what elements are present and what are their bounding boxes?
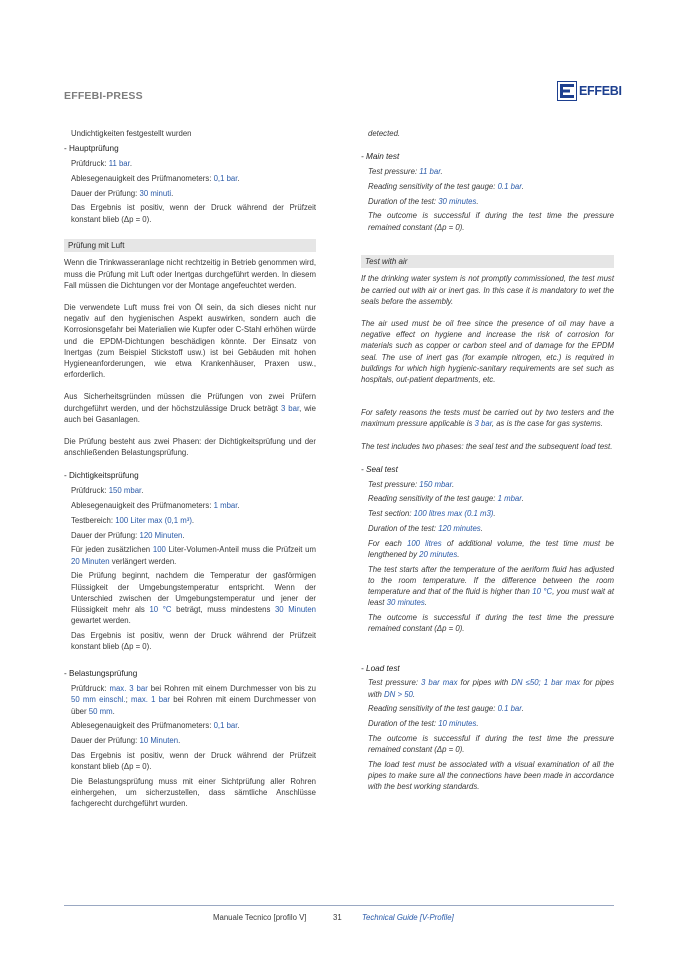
seal-test-title: - Seal test — [361, 464, 398, 474]
main-test-pressure: Prüfdruck: 11 bar. — [71, 159, 132, 168]
load-test-outcome: The outcome is successful if during the test time the pressure remained constant (Δp = 0). — [368, 733, 614, 755]
effebi-logo-icon — [557, 81, 577, 101]
seal-test-reading: Ablesegenauigkeit des Prüfmanometers: 1 mbar. — [71, 500, 240, 510]
air-paragraph-4: The test includes two phases: the seal test and the subsequent load test. — [361, 441, 613, 451]
main-test-reading: Reading sensitivity of the test gauge: 0.1 bar. — [368, 181, 524, 191]
footer-guide-title: Technical Guide [V-Profile] — [362, 913, 454, 922]
seal-test-reading: Reading sensitivity of the test gauge: 1 mbar. — [368, 494, 524, 504]
seal-test-title: - Dichtigkeitsprüfung — [64, 471, 139, 481]
air-paragraph-1: Wenn die Trinkwasseranlage nicht rechtzeitig in Betrieb genommen wird, muss die Prüfung mit Luft oder Inertgas durchgeführt werden. In diesem Fall müssen die Dichtungen vor der Montage angefeuchtet werden. — [64, 258, 316, 290]
seal-test-duration: Dauer der Prüfung: 120 Minuten. — [71, 530, 185, 540]
seal-test-extra: Für jeden zusätzlichen 100 Liter-Volumen-Anteil muss die Prüfzeit um 20 Minuten verlängert werden. — [71, 545, 316, 566]
seal-test-start: Die Prüfung beginnt, nachdem die Temperatur der gasförmigen Flüssigkeit der Umgebungstemperatur entspricht. Wenn der Unterschied zwischen der Umgebungstemperatur und jener der Flüssigkeit mehr als 10 °C beträgt, muss mindestens 30 Minuten gewartet werden. — [71, 571, 317, 626]
air-paragraph-1: If the drinking water system is not promptly commissioned, the test must be carried out with air or inert gas. In this case it is mandatory to wet the seals before the assembly. — [361, 274, 614, 306]
load-test-title: - Belastungsprüfung — [64, 669, 138, 679]
seal-test-pressure: Test pressure: 150 mbar. — [368, 479, 455, 489]
seal-test-duration: Duration of the test: 120 minutes. — [368, 523, 483, 533]
air-section-title: Prüfung mit Luft — [64, 239, 316, 253]
load-test-duration: Duration of the test: 10 minutes. — [368, 719, 479, 729]
seal-test-outcome: The outcome is successful if during the test time the pressure remained constant (Δp = 0). — [368, 613, 614, 634]
load-test-duration: Dauer der Prüfung: 10 Minuten. — [71, 736, 181, 746]
load-test-pressure: Prüfdruck: max. 3 bar bei Rohren mit einem Durchmesser von bis zu 50 mm einschl.; max. 1 bar bei Rohren mit einem Durchmesser von über 50 mm. — [71, 684, 316, 716]
load-test-reading: Ablesegenauigkeit des Prüfmanometers: 0,1 bar. — [71, 721, 240, 731]
air-paragraph-3: Aus Sicherheitsgründen müssen die Prüfungen von zwei Prüfern durchgeführt werden, und der höchstzulässige Druck beträgt 3 bar, wie auch bei Gasanlagen. — [64, 392, 316, 424]
footer-divider — [64, 905, 614, 906]
air-paragraph-3: For safety reasons the tests must be carried out by two testers and the maximum pressure applicable is 3 bar, as is the case for gas systems. — [361, 408, 614, 429]
effebi-logo — [557, 81, 622, 101]
main-test-duration: Dauer der Prüfung: 30 minuti. — [71, 188, 174, 198]
page-number: 31 — [333, 913, 342, 922]
main-test-title: - Hauptprüfung — [64, 144, 119, 154]
intro-text: detected. — [368, 129, 401, 138]
load-test-reading: Reading sensitivity of the test gauge: 0.1 bar. — [368, 704, 524, 714]
load-test-pressure: Test pressure: 3 bar max for pipes with DN ≤50; 1 bar max for pipes with DN > 50. — [368, 678, 615, 699]
air-paragraph-2: Die verwendete Luft muss frei von Öl sein, da sich dieses nicht nur negativ auf den hygienischen Aspekt auswirken, sondern auch die Korrosionsgefahr bei Materialien wie Kupfer oder C-Stahl erhöhen würde und die EPDM-Dichtungen beschädigen könnte. Der Einsatz von Inertgas (zum Beispiel Stickstoff usw.) ist bei Gebäuden mit hohen Hygieneanforderungen, wie etwa Krankenhäuser, Praxen usw., erforderlich. — [64, 302, 316, 380]
seal-test-range: Test section: 100 litres max (0.1 m3). — [368, 509, 496, 519]
footer-manual-title: Manuale Tecnico [profilo V] — [213, 913, 307, 922]
english-column — [361, 128, 614, 793]
main-test-outcome: The outcome is successful if during the test time the pressure remained constant (Δp = 0). — [368, 211, 614, 232]
air-paragraph-4: Die Prüfung besteht aus zwei Phasen: der Dichtigkeitsprüfung und der anschließenden Belastungsprüfung. — [64, 436, 316, 458]
german-column — [64, 128, 316, 810]
main-test-duration: Duration of the test: 30 minutes. — [368, 196, 479, 206]
air-paragraph-2: The air used must be oil free since the presence of oil may have a negative effect on hygiene and increase the risk of corrosion for materials such as copper or carbon steel and of damage for the EPDM seal. The use of inert gas (for example nitrogen, etc.) is required in buildings for which high hygienic-sanitary requirements are set such as hospitals, out-patient departments, etc. — [361, 318, 614, 384]
seal-test-pressure: Prüfdruck: 150 mbar. — [71, 486, 144, 496]
main-test-pressure: Test pressure: 11 bar. — [368, 167, 443, 176]
logo-text: EFFEBI — [579, 84, 622, 98]
air-section-title: Test with air — [361, 255, 614, 269]
seal-test-outcome: Das Ergebnis ist positiv, wenn der Druck während der Prüfzeit konstant blieb (Δp = 0). — [71, 630, 316, 652]
load-test-outcome: Das Ergebnis ist positiv, wenn der Druck während der Prüfzeit konstant blieb (Δp = 0). — [71, 750, 316, 772]
load-test-title: - Load test — [361, 663, 400, 673]
load-test-visual: The load test must be associated with a visual examination of all the pipes to make sure all the connections have been made in accordance with the best working standards. — [368, 759, 614, 792]
seal-test-extra: For each 100 litres of additional volume, the test time must be lengthened by 20 minutes. — [368, 538, 615, 559]
brand-name: EFFEBI-PRESS — [64, 90, 143, 102]
main-test-title: - Main test — [361, 152, 400, 162]
intro-text: Undichtigkeiten festgestellt wurden — [71, 129, 192, 138]
seal-test-start: The test starts after the temperature of the aeriform fluid has adjusted to the room temperature. If the difference between the room temperature and that of the fluid is higher than 10 °C, you must wait at least 30 minutes. — [368, 564, 615, 608]
seal-test-range: Testbereich: 100 Liter max (0,1 m³). — [71, 515, 195, 525]
load-test-visual: Die Belastungsprüfung muss mit einer Sichtprüfung aller Rohren einhergehen, um sicherzustellen, dass sämtliche Anschlüsse fachgerecht durchgeführt wurden. — [71, 776, 316, 809]
main-test-outcome: Das Ergebnis ist positiv, wenn der Druck während der Prüfzeit konstant blieb (Δp = 0). — [71, 203, 316, 224]
main-test-reading: Ablesegenauigkeit des Prüfmanometers: 0,1 bar. — [71, 173, 240, 183]
